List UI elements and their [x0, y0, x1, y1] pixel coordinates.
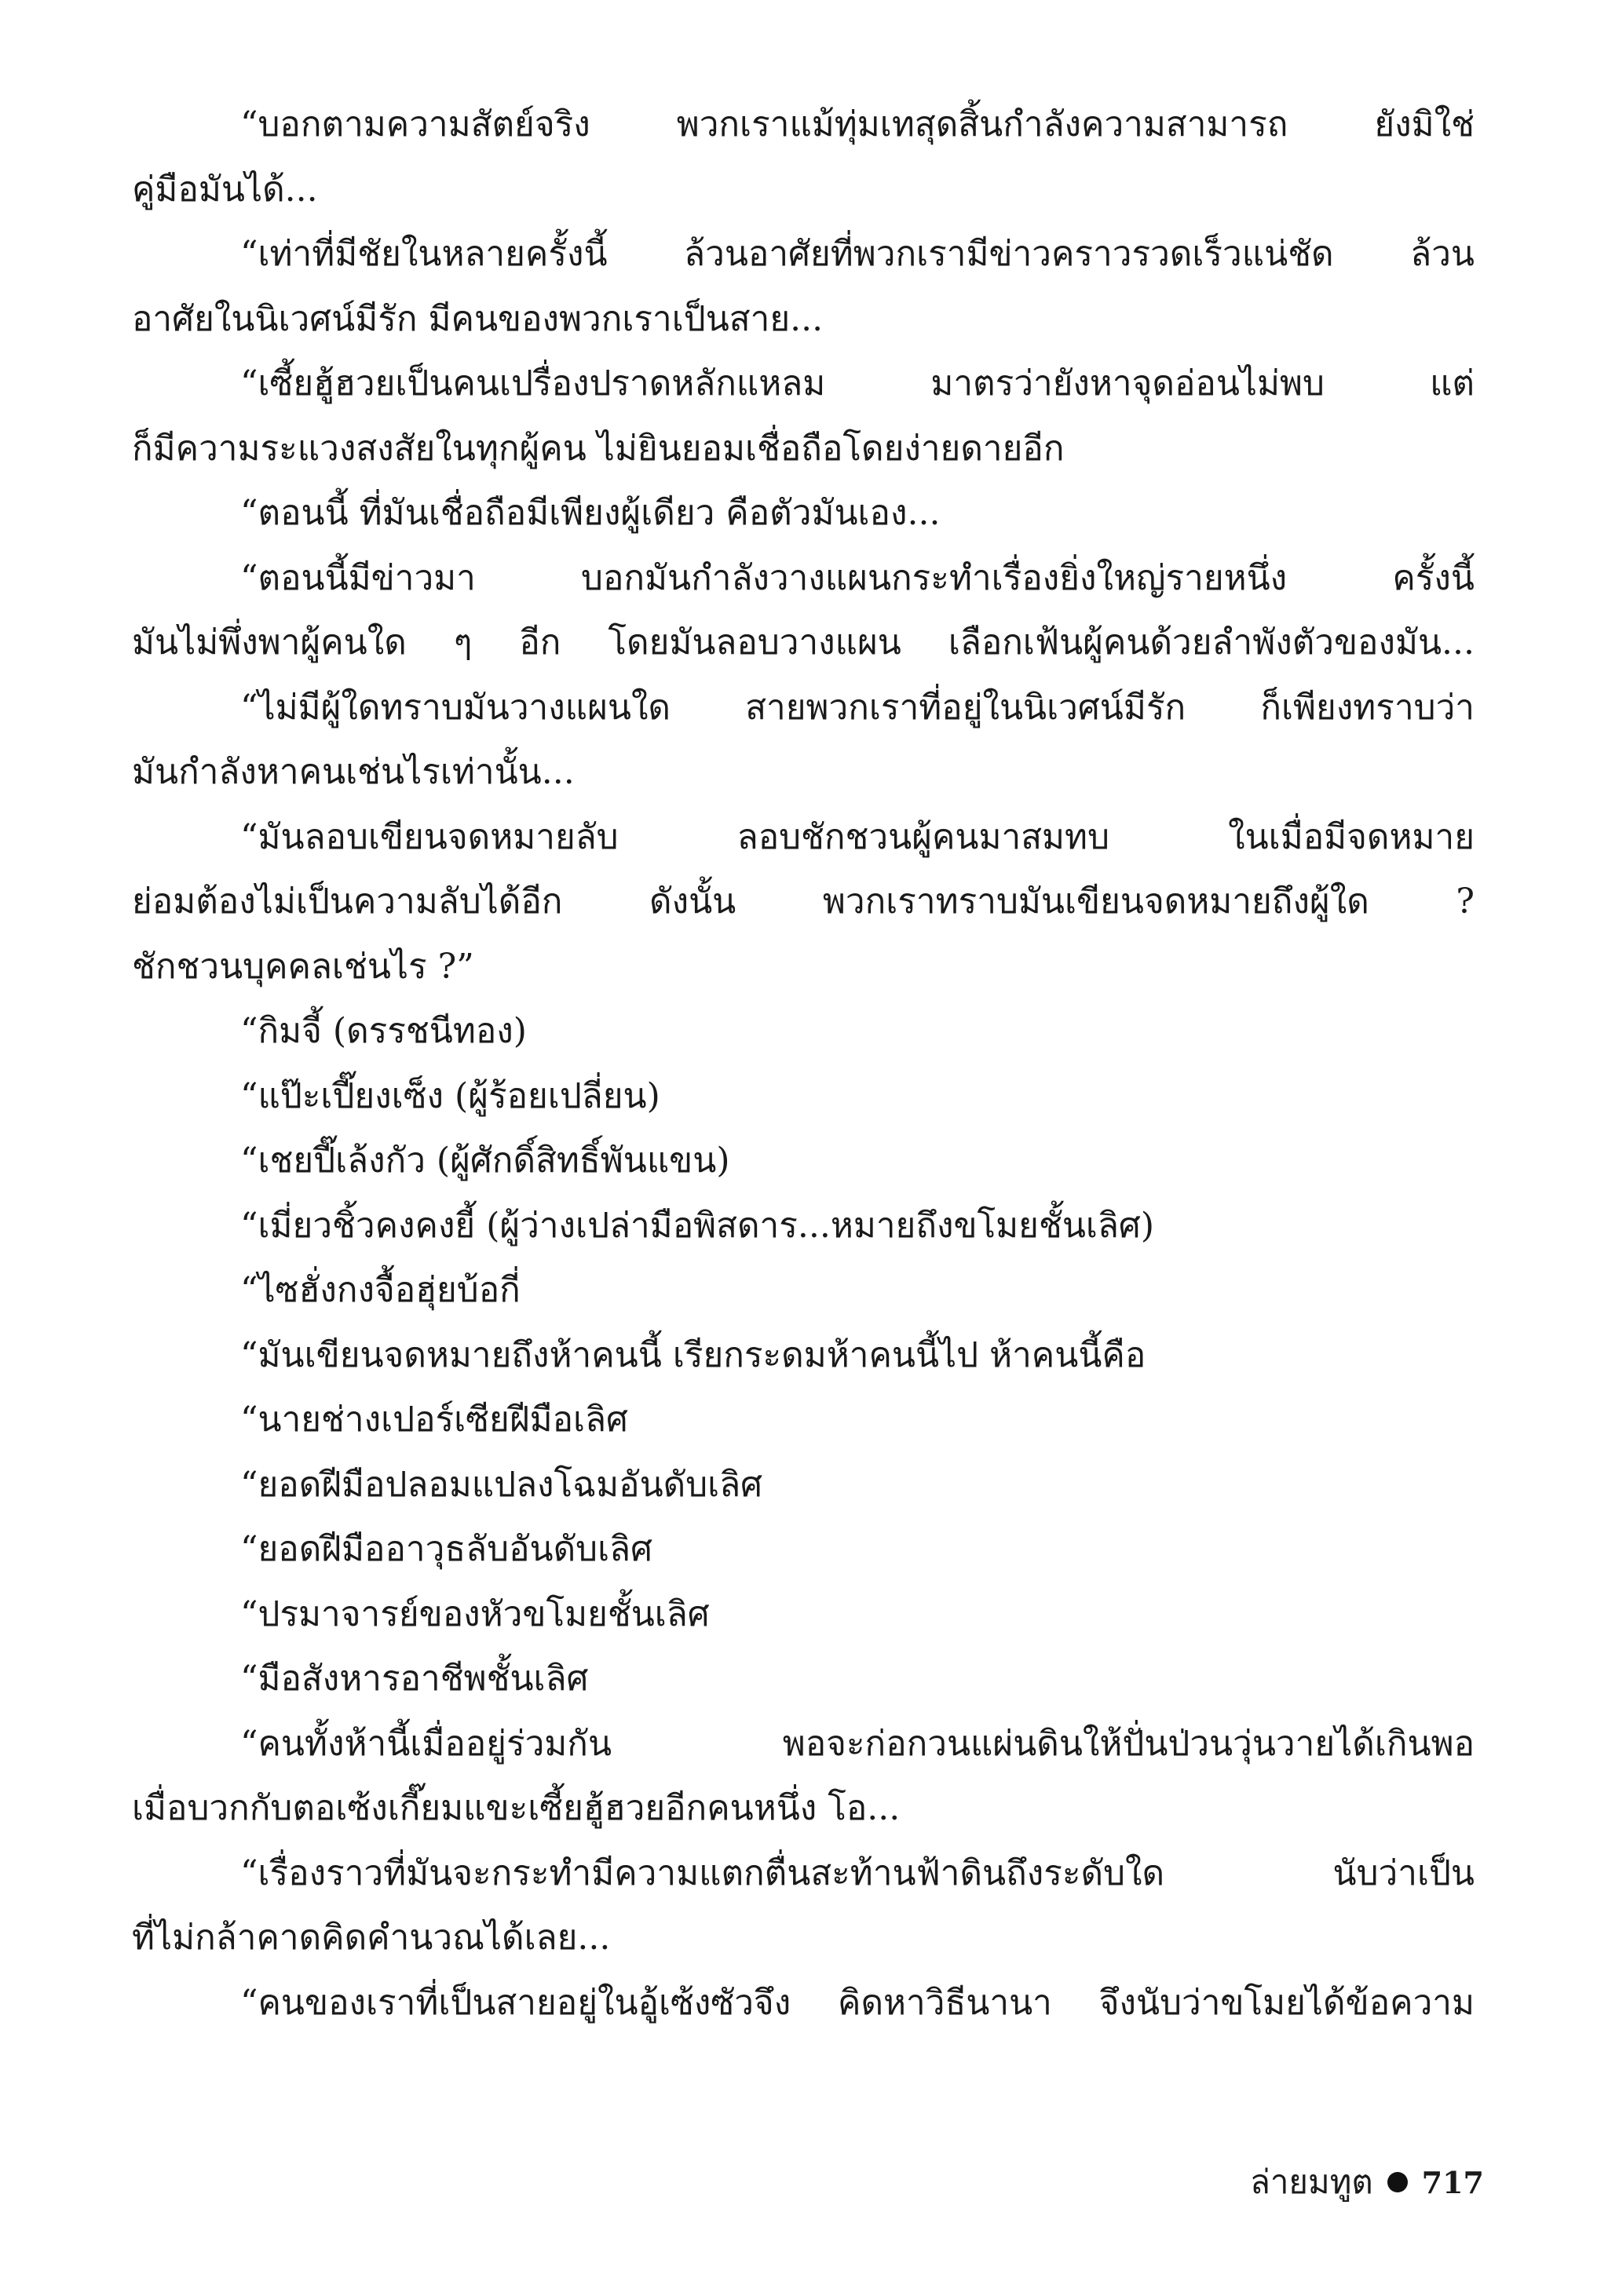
text-line: มันไม่พึ่งพาผู้คนใด ๆ อีก โดยมันลอบวางแผน เลือกเฟ้นผู้คนด้วยลำพังตัวของมัน...	[132, 622, 1475, 663]
text-line: “ตอนนี้ ที่มันเชื่อถือมีเพียงผู้เดียว คือตัวมันเอง...	[240, 493, 941, 533]
book-title: ล่ายมทูต	[1250, 2163, 1373, 2201]
text-line: “คนทั้งห้านี้เมื่ออยู่ร่วมกัน พอจะก่อกวนแผ่นดินให้ปั่นป่วนวุ่นวายได้เกินพอ	[240, 1723, 1475, 1764]
text-line: ชักชวนบุคคลเช่นไร ?”	[132, 946, 474, 987]
text-line: ก็มีความระแวงสงสัยในทุกผู้คน ไม่ยินยอมเชื่อถือโดยง่ายดายอีก	[132, 428, 1065, 469]
text-line: “ไม่มีผู้ใดทราบมันวางแผนใด สายพวกเราที่อยู่ในนิเวศน์มีรัก ก็เพียงทราบว่า	[240, 687, 1475, 728]
text-line: “เมี่ยวชิ้วคงคงยี้ (ผู้ว่างเปล่ามือพิสดาร...หมายถึงขโมยชั้นเลิศ)	[240, 1205, 1155, 1246]
text-line: “เท่าที่มีชัยในหลายครั้งนี้ ล้วนอาศัยที่พวกเรามีข่าวคราวรวดเร็วแน่ชัด ล้วน	[240, 234, 1475, 274]
text-line: “ปรมาจารย์ของหัวขโมยชั้นเลิศ	[240, 1593, 710, 1634]
text-line: “เรื่องราวที่มันจะกระทำมีความแตกตื่นสะท้านฟ้าดินถึงระดับใด นับว่าเป็น	[240, 1852, 1475, 1893]
page-number: 717	[1421, 2164, 1484, 2200]
text-line: คู่มือมันได้...	[132, 169, 318, 210]
text-line: เมื่อบวกกับตอเซ้งเกี๊ยมแขะเซี้ยฮู้ฮวยอีกคนหนึ่ง โอ...	[132, 1788, 901, 1828]
text-line: “ไซฮั่งกงจื้อฮุ่ยบ้อกี่	[240, 1270, 521, 1310]
text-line: “ยอดฝีมืออาวุธลับอันดับเลิศ	[240, 1529, 653, 1569]
text-line: “เชยปี๊เล้งกัว (ผู้ศักดิ์สิทธิ์พันแขน)	[240, 1141, 730, 1181]
text-line: “เซี้ยฮู้ฮวยเป็นคนเปรื่องปราดหลักแหลม มาตรว่ายังหาจุดอ่อนไม่พบ แต่	[240, 363, 1475, 403]
document-body	[132, 93, 1475, 2035]
text-line: “มันเขียนจดหมายถึงห้าคนนี้ เรียกระดมห้าคนนี้ไป ห้าคนนี้คือ	[240, 1334, 1146, 1375]
text-line: “นายช่างเปอร์เซียฝีมือเลิศ	[240, 1400, 628, 1440]
text-line: “มันลอบเขียนจดหมายลับ ลอบชักชวนผู้คนมาสมทบ ในเมื่อมีจดหมาย	[240, 816, 1475, 857]
text-line: “แป๊ะเปี๊ยงเซ็ง (ผู้ร้อยเปลี่ยน)	[240, 1075, 660, 1116]
text-line: “คนของเราที่เป็นสายอยู่ในอู้เซ้งซัวจึง คิดหาวิธีนานา จึงนับว่าขโมยได้ข้อความ	[240, 1982, 1475, 2023]
page-footer	[1170, 2151, 1484, 2214]
text-line: ย่อมต้องไม่เป็นความลับได้อีก ดังนั้น พวกเราทราบมันเขียนจดหมายถึงผู้ใด ?	[132, 882, 1475, 922]
text-line: “ตอนนี้มีข่าวมา บอกมันกำลังวางแผนกระทำเรื่องยิ่งใหญ่รายหนึ่ง ครั้งนี้	[240, 557, 1475, 598]
text-line: อาศัยในนิเวศน์มีรัก มีคนของพวกเราเป็นสาย...	[132, 298, 824, 339]
text-line: ที่ไม่กล้าคาดคิดคำนวณได้เลย...	[132, 1918, 611, 1958]
text-line: มันกำลังหาคนเช่นไรเท่านั้น...	[132, 752, 575, 792]
text-line: “กิมจี้ (ดรรชนีทอง)	[240, 1011, 527, 1051]
text-line: “มือสังหารอาชีพชั้นเลิศ	[240, 1659, 589, 1699]
text-line: “บอกตามความสัตย์จริง พวกเราแม้ทุ่มเทสุดสิ้นกำลังความสามารถ ยังมิใช่	[240, 104, 1475, 144]
bullet-dot-icon	[1387, 2172, 1408, 2192]
text-line: “ยอดฝีมือปลอมแปลงโฉมอันดับเลิศ	[240, 1464, 763, 1505]
